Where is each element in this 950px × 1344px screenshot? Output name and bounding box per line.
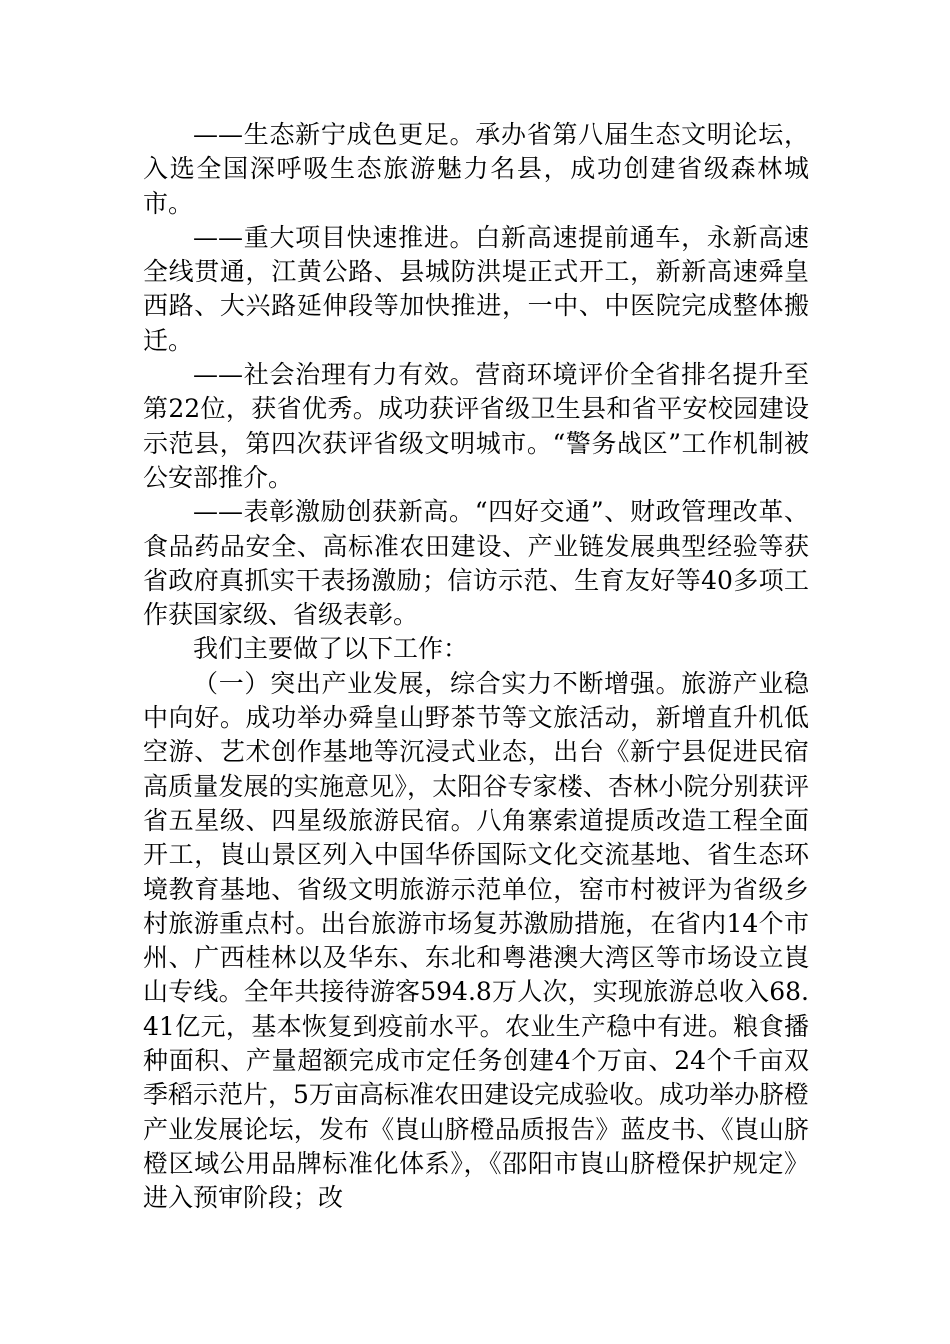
paragraph-industry-development: （一）突出产业发展，综合实力不断增强。旅游产业稳中向好。成功举办舜皇山野茶节等文旅活动，新增直升机低空游、艺术创作基地等沉浸式业态，出台《新宁县促进民宿高质量发展的实施意见》，太阳谷专家楼、杏林小院分别获评省五星级、四星级旅游民宿。八角寨索道提质改造工程全面开工，崀山景区列入中国华侨国际文化交流基地、省生态环境教育基地、省级文明旅游示范单位，窑市村被评为省级乡村旅游重点村。出台旅游市场复苏激励措施，在省内14个市州、广西桂林以及华东、东北和粤港澳大湾区等市场设立崀山专线。全年共接待游客594.8万人次，实现旅游总收入68.41亿元，基本恢复到疫前水平。农业生产稳中有进。粮食播种面积、产量超额完成市定任务创建4个万亩、24个千亩双季稻示范片，5万亩高标准农田建设完成验收。成功举办脐橙产业发展论坛，发布《崀山脐橙品质报告》蓝皮书、《崀山脐橙区域公用品牌标准化体系》，《邵阳市崀山脐橙保护规定》进入预审阶段；改 [143,668,809,1213]
paragraph-commendations: ——表彰激励创获新高。“四好交通”、财政管理改革、食品药品安全、高标准农田建设、产业链发展典型经验等获省政府真抓实干表扬激励；信访示范、生育友好等40多项工作获国家级、省级表彰。 [143,497,809,630]
document-body [143,118,809,1216]
paragraph-major-projects: ——重大项目快速推进。白新高速提前通车，永新高速全线贯通，江黄公路、县城防洪堤正式开工，新新高速舜皇西路、大兴路延伸段等加快推进，一中、中医院完成整体搬迁。 [143,222,809,355]
paragraph-ecology: ——生态新宁成色更足。承办省第八届生态文明论坛，入选全国深呼吸生态旅游魅力名县，成功创建省级森林城市。 [143,120,809,218]
paragraph-social-governance: ——社会治理有力有效。营商环境评价全省排名提升至第22位，获省优秀。成功获评省级卫生县和省平安校园建设示范县，第四次获评省级文明城市。“警务战区”工作机制被公安部推介。 [143,360,809,492]
paragraph-intro-work: 我们主要做了以下工作： [193,634,469,664]
